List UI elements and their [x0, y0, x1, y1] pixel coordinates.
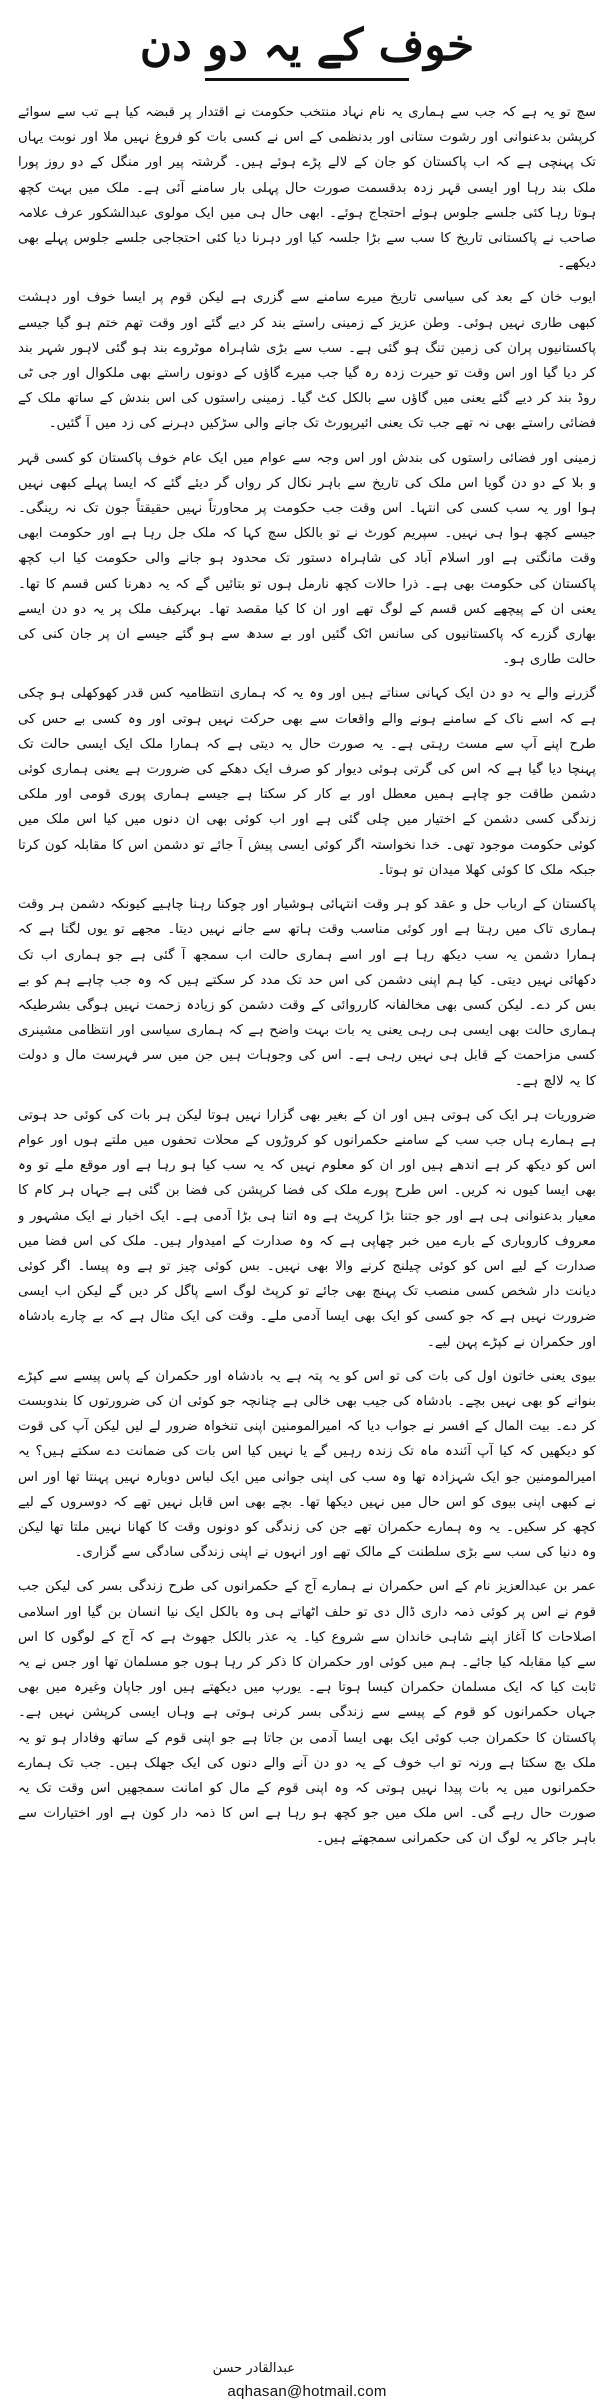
- paragraph-2: ایوب خان کے بعد کی سیاسی تاریخ میرے سامنے سے گزری ہے لیکن قوم پر ایسا خوف اور دہشت کبھی طاری نہیں ہوئی۔ وطن عزیز کے زمینی راستے بند کر دیے گئے اور وقت تھم ختم ہو گیا جیسے پاکستانیوں پران کی زمین تنگ ہو گئی ہے۔ سب سے بڑی شاہراہ موٹروے بند ہو گئی لاہور شہر بند کر دیا گیا اور اس وقت تو حیرت زدہ رہ گیا جب میرے گاؤں کے دونوں راستے بھی ملکوال اور جی ٹی روڈ بند کر دیے گئے یعنی میں گاؤں سے بالکل کٹ گیا۔ زمینی راستوں کی اس بندش کے ساتھ ملک کے فضائی راستے بھی نہ تھے جب تک یعنی ائیرپورٹ تک جانے والی سڑکیں دہرنے کی زد میں آ گئیں۔: [18, 290, 596, 432]
- title-underline: [205, 78, 409, 81]
- paragraph-1: سچ تو یہ ہے کہ جب سے ہماری یہ نام نہاد منتخب حکومت نے اقتدار پر قبضہ کیا ہے تب سے سوائے کرپشن بدعنوانی اور رشوت ستانی اور بدنظمی کے اس نے کسی بات کو فروغ نہیں ملا اور نوبت یہاں تک پہنچی ہے کہ اب پاکستان کو جان کے لالے پڑے ہوئے ہیں۔ گرشتہ پیر اور منگل کے دو روز پورا ملک بند رہا اور ایسی قہر زدہ بدقسمت صورت حال پہلی بار سامنے آئی ہے۔ ملک میں بہت کچھ ہوتا رہا کئی جلسے جلوس ہوئے احتجاج ہوئے۔ ابھی حال ہی میں ایک مولوی عبدالشکور عرف علامہ صاحب نے پاکستانی تاریخ کا سب سے بڑا جلسہ کیا اور دہرنا دیا کئی احتجاجی جلسے جلوس پہلے بھی دیکھے۔: [18, 105, 596, 272]
- paragraph-5: پاکستان کے ارباب حل و عقد کو ہر وقت انتہائی ہوشیار اور چوکنا رہنا چاہیے کیونکہ دشمن ہر وقت ہماری تاک میں رہتا ہے اور کوئی مناسب وقت ہاتھ سے جانے نہیں دیتا۔ مجھے تو یوں لگتا ہے کہ ہمارا دشمن یہ سب دیکھ رہا ہے اور اسے ہماری حالت اب سمجھ آ گئی ہے جو ہماری اب تک دکھائی نہیں دیتی۔ کیا ہم اپنی دشمن کی اس حد تک مدد کر سکتے ہیں کہ وہ جب چاہے ہم کو بے بس کر دے۔ لیکن کسی بھی مخالفانہ کارروائی کے وقت دشمن کو زیادہ زحمت نہیں ہوگی بشرطیکہ ہماری حالت بھی ایسی ہی رہی یعنی یہ بات بہت واضح ہے کہ ہماری سیاسی اور انتظامی مشینری کسی مزاحمت کے قابل ہی نہیں رہی ہے۔ اس کی وجوہات ہیں جن میں سر فہرست مال و دولت کا یہ لالچ ہے۔: [18, 897, 596, 1089]
- article-body: [18, 100, 596, 2350]
- page-title: خوف کے یہ دو دن: [139, 20, 475, 71]
- title-block: [0, 0, 614, 92]
- author-email[interactable]: aqhasan@hotmail.com: [227, 2383, 387, 2400]
- paragraph-8: عمر بن عبدالعزیز نام کے اس حکمران نے ہمارے آج کے حکمرانوں کی طرح زندگی بسر کی لیکن جب قوم نے اس پر کوئی ذمہ داری ڈال دی تو حلف اٹھاتے ہی وہ بالکل ایک نیا انسان بن گیا اور اسلامی اصلاحات کا آغاز اپنے شاہی خاندان سے شروع کیا۔ یہ عذر بالکل جھوٹ ہے کہ آج کے لوگوں کا اس سے کیا مقابلہ کیا جائے۔ ہم میں کوئی اور حکمران کا ذکر کر رہا ہوں جو مسلمان تھا اور جس نے یہ ثابت کیا کہ ایک مسلمان حکمران کیسا ہوتا ہے۔ یورپ میں دیکھتے ہیں اور جاپان وغیرہ میں بھی جہاں حکمرانوں کو قوم کے پیسے سے زندگی بسر کرنی ہوتی ہے وہاں ایسی کرپشن نہیں ہے۔ پاکستان کا حکمران جب کوئی ایک بھی ایسا آدمی بن جاتا ہے جو اپنی قوم کے ساتھ وفادار ہو تو یہ ملک بچ سکتا ہے ورنہ تو اب خوف کے یہ دو دن آنے والے دنوں کی ایک جھلک ہیں۔ جب تک ہمارے حکمرانوں میں یہ بات پیدا نہیں ہوتی کہ وہ اپنی قوم کے مال کو امانت سمجھیں اس وقت تک یہ صورت حال رہے گی۔ اس ملک میں جو کچھ ہو رہا ہے اس کا ذمہ دار کون ہے اور اختیارات سے باہر جاکر یہ لوگ ان کی حکمرانی سمجھتے ہیں۔: [18, 1579, 596, 1847]
- paragraph-7: بیوی یعنی خاتون اول کی بات کی تو اس کو یہ پتہ ہے یہ بادشاہ اور حکمران کے پاس پیسے سے کپڑے بنوانے کو بھی نہیں بچے۔ بادشاہ کی جیب بھی خالی ہے چنانچہ جو کوئی ان کی ضرورتوں کا بندوبست کر دے۔ بیت المال کے افسر نے جواب دیا کہ امیرالمومنین اپنی تنخواہ ضرور لے لیں لیکن آپ کی قوت کو دیکھیں کہ کیا آپ آئندہ ماہ تک زندہ رہیں گے یا نہیں کیا اس بات کی ضمانت دے سکتے ہیں؟ یہ امیرالمومنین جو ایک شہزادہ تھا وہ سب کی اپنی جوانی میں ایک لباس دوبارہ نہیں پہنتا تھا اور اس نے کبھی اپنی بیوی کو اس حال میں نہیں دیکھا تھا۔ بچے بھی اس قابل نہیں تھے کہ دوسروں کے لیے کچھ کر سکیں۔ یہ وہ ہمارے حکمران تھے جن کی زندگی کو دونوں وقت کا کھانا نہیں ملتا تھا لیکن وہ دنیا کی سب سے بڑی سلطنت کے مالک تھے اور انہوں نے اپنی زندگی سادگی سے گزاری۔: [18, 1368, 596, 1561]
- paragraph-4: گزرنے والے یہ دو دن ایک کہانی سناتے ہیں اور وہ یہ کہ ہماری انتظامیہ کس قدر کھوکھلی ہو چکی ہے کہ اسے ناک کے سامنے ہونے والے واقعات سے بھی حرکت نہیں ہوتی اور وہ کسی بے حس کی طرح اپنے آپ سے مست رہتی ہے۔ یہ صورت حال یہ دیتی ہے کہ ہمارا ملک ایک ایسی حالت تک پہنچا دیا گیا ہے کہ اس کی گرتی ہوئی دیوار کو صرف ایک دھکے کی ضرورت ہے یعنی ہماری کوئی دشمن طاقت جو چاہے ہمیں معطل اور بے کار کر سکتا ہے جیسے ہماری پوری قومی اور ملکی زندگی کسی دشمن کے اختیار میں چلی گئی ہے اور اب کوئی بھی ان دنوں میں کیا اس ملک میں کوئی حکومت موجود تھی۔ خدا نخواستہ اگر کوئی ایسی پیش آ جائے تو دشمن اس کا مقابلہ کون کرتا جبکہ ملک کا کوئی کھلا میدان تو ہوتا۔: [18, 686, 596, 878]
- paragraph-6: ضروریات ہر ایک کی ہوتی ہیں اور ان کے بغیر بھی گزارا نہیں ہوتا لیکن ہر بات کی کوئی حد ہوتی ہے ہمارے ہاں جب سب کے سامنے حکمرانوں کو کروڑوں کے محلات تحفوں میں ملتے ہوں اور عوام اس کو دیکھ کر ہے اندھے ہیں اور ان کو معلوم نہیں کہ یہ سب کیا ہو رہا ہے اور موقع ملے تو وہ بھی ایسا کیوں نہ کریں۔ اس طرح پورے ملک کی فضا کرپشن کی فضا بن گئی ہے جہاں ہر کام کا معیار بدعنوانی ہی ہے اور جو جتنا بڑا کرپٹ ہے وہ اتنا ہی بڑا آدمی ہے۔ ایک اخبار نے ایک مشہور و معروف کاروباری کے بارے میں خبر چھاپی ہے کہ وہ صدارت کے امیدوار ہیں۔ ملک کی اس فضا میں صدارت کے لیے اس کو کوئی چیلنج کرنے والا بھی نہیں۔ بس کوئی چیز تو ہے وہ پیسا۔ اگر کوئی دیانت دار شخص کسی منصب تک پہنچ بھی جائے تو کرپٹ لوگ اسے پاگل کر دیں گے لیکن اب ایسی ضرورت نہیں ہے کہ جو کسی کو ایک بھی ایسا آدمی ملے۔ وقت کی ایک مثال ہے کہ بے چارے بادشاہ اور حکمران نے کپڑے پہن لیے۔: [18, 1107, 596, 1350]
- paragraph-3: زمینی اور فضائی راستوں کی بندش اور اس وجہ سے عوام میں ایک عام خوف پاکستان کو کسی قہر و بلا کے دو دن گویا اس ملک کی تاریخ سے باہر نکال کر رواں گر دیئے گئے کہ ایسا پہلے کبھی نہیں ہوا اور یہ سب کسی کی انتہا۔ اس وقت جب حکومت پر محاورتاً نہیں حقیقتاً جون تک نہ رینگی۔ جیسے کچھ ہوا ہی نہیں۔ سپریم کورٹ نے تو بالکل سچ کہا کہ ملک جل رہا ہے اور حکومت ابھی وقت مانگتی ہے اور اسلام آباد کی شاہراہ دستور تک محدود ہو جانے والی حکومت کیا اب کچھ پاکستان کی حکومت بھی ہے۔ ذرا حالات کچھ نارمل ہوں تو بتائیں گے کہ یہ دھرنا کس قسم کا تھا۔ یعنی ان کے پیچھے کس قسم کے لوگ تھے اور ان کا کیا مقصد تھا۔ بہرکیف ملک پر یہ دو دن ایسے بھاری گزرے کہ پاکستانیوں کی سانس اٹک گئیں اور بے سدھ سے ہو گئے جیسے ان پر جان کنی کی حالت طاری ہو۔: [18, 450, 596, 668]
- signoff-block: [0, 2360, 614, 2408]
- author-name: عبدالقادر حسن: [212, 2361, 295, 2376]
